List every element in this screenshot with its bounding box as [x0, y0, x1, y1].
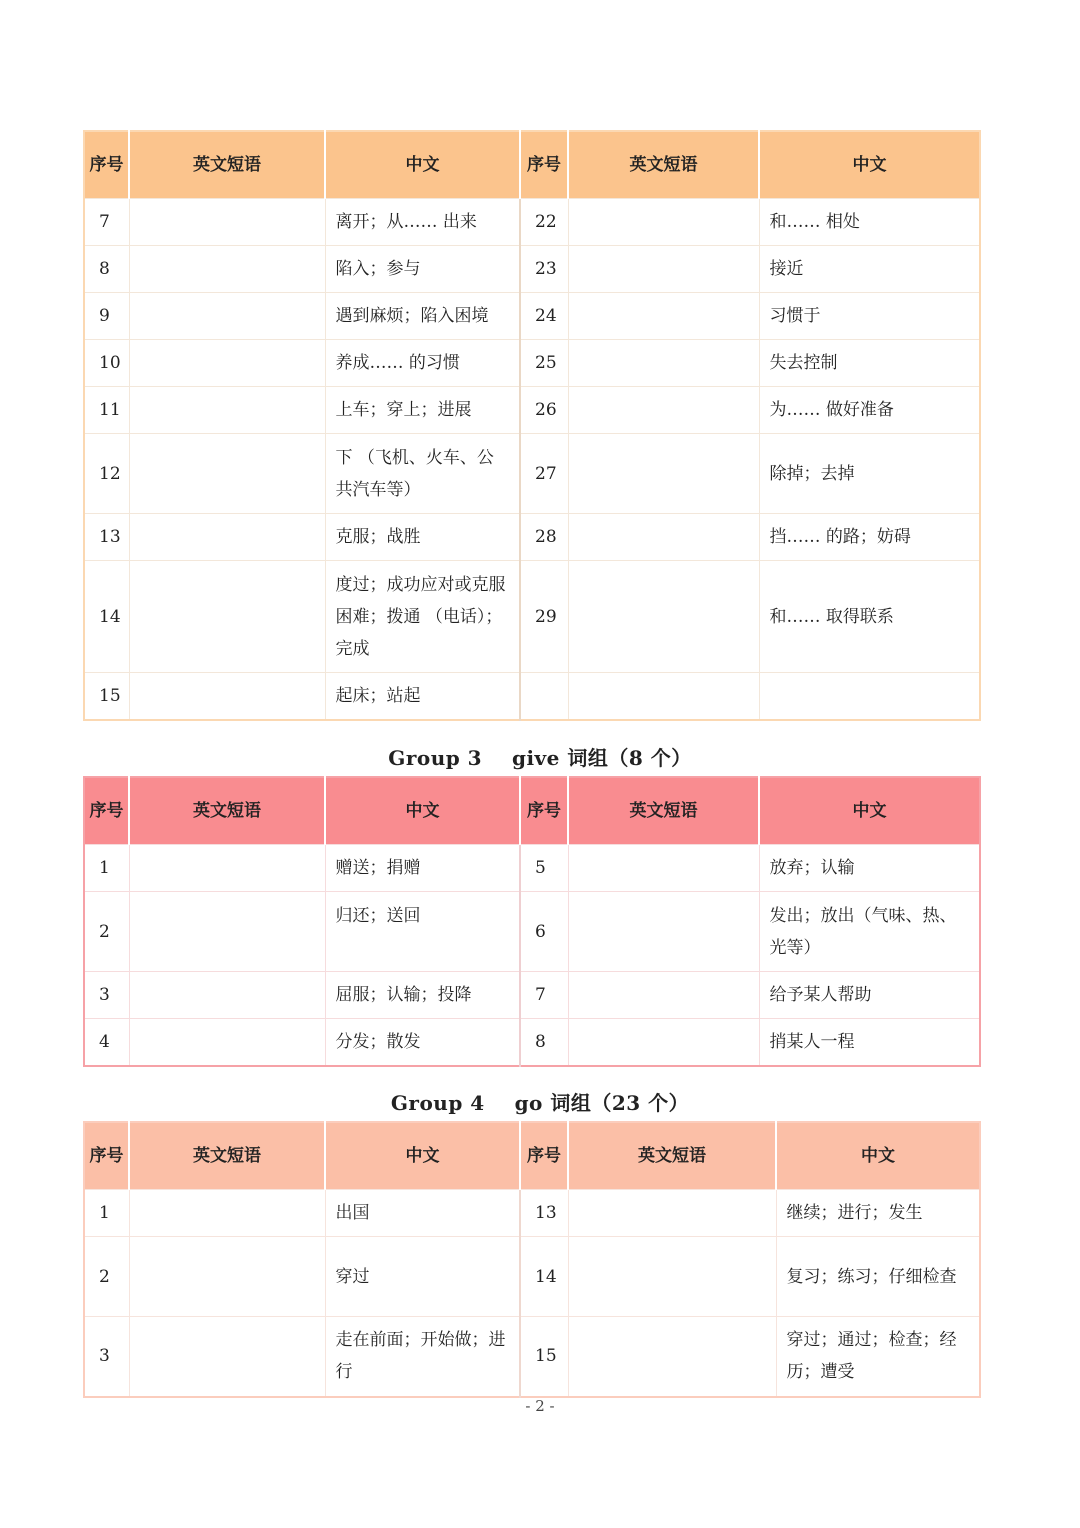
row-number: 7: [84, 199, 129, 246]
phrase-table-group-2: [83, 130, 981, 721]
english-phrase-cell[interactable]: [568, 673, 759, 720]
row-number: 8: [520, 1019, 568, 1066]
chinese-meaning: 遇到麻烦；陷入困境: [325, 293, 520, 340]
chinese-meaning: 分发；散发: [325, 1019, 520, 1066]
chinese-meaning: 屈服；认输；投降: [325, 972, 520, 1019]
chinese-meaning: 放弃；认输: [759, 845, 980, 892]
chinese-meaning: 起床；站起: [325, 673, 520, 720]
english-phrase-cell[interactable]: [129, 246, 325, 293]
chinese-meaning: 穿过: [325, 1237, 520, 1317]
table-row: [84, 845, 980, 892]
english-phrase-cell[interactable]: [568, 845, 759, 892]
row-number: 1: [84, 1190, 129, 1237]
chinese-meaning: 归还；送回: [325, 892, 520, 972]
english-phrase-cell[interactable]: [568, 387, 759, 434]
chinese-meaning: 走在前面；开始做；进行: [325, 1317, 520, 1397]
chinese-meaning: [759, 673, 980, 720]
english-phrase-cell[interactable]: [129, 434, 325, 514]
table-row: [84, 1317, 980, 1397]
row-number: 3: [84, 972, 129, 1019]
group-3-heading: [0, 742, 1080, 771]
chinese-meaning: 继续；进行；发生: [776, 1190, 980, 1237]
phrase-table-group-4: [83, 1121, 981, 1398]
row-number: 29: [520, 561, 568, 673]
english-phrase-cell[interactable]: [568, 1190, 776, 1237]
chinese-meaning: 捎某人一程: [759, 1019, 980, 1066]
english-phrase-cell[interactable]: [129, 972, 325, 1019]
row-number: 26: [520, 387, 568, 434]
chinese-meaning: 赠送；捐赠: [325, 845, 520, 892]
table-row: [84, 673, 980, 720]
chinese-meaning: 除掉；去掉: [759, 434, 980, 514]
header-english: 英文短语: [568, 777, 759, 845]
header-chinese: 中文: [325, 777, 520, 845]
header-seq: 序号: [84, 1122, 129, 1190]
page-number: - 2 -: [525, 1397, 555, 1415]
row-number: 10: [84, 340, 129, 387]
chinese-meaning: 接近: [759, 246, 980, 293]
header-english: 英文短语: [568, 1122, 776, 1190]
header-english: 英文短语: [129, 777, 325, 845]
english-phrase-cell[interactable]: [568, 434, 759, 514]
chinese-meaning: 陷入；参与: [325, 246, 520, 293]
row-number: 1: [84, 845, 129, 892]
chinese-meaning: 为…… 做好准备: [759, 387, 980, 434]
phrase-table-group-3: [83, 776, 981, 1067]
group-keyword: go: [514, 1091, 543, 1115]
row-number: 14: [520, 1237, 568, 1317]
chinese-meaning: 度过；成功应对或克服困难；拨通 （电话）；完成: [325, 561, 520, 673]
row-number: 25: [520, 340, 568, 387]
english-phrase-cell[interactable]: [129, 340, 325, 387]
english-phrase-cell[interactable]: [129, 199, 325, 246]
row-number: 8: [84, 246, 129, 293]
header-chinese: 中文: [759, 777, 980, 845]
chinese-meaning: 克服；战胜: [325, 514, 520, 561]
table-row: [84, 561, 980, 673]
group-4-heading: [0, 1087, 1080, 1116]
english-phrase-cell[interactable]: [568, 1019, 759, 1066]
group-keyword: give: [511, 746, 560, 770]
chinese-meaning: 复习；练习；仔细检查: [776, 1237, 980, 1317]
group-label: Group 4: [390, 1091, 485, 1115]
row-number: 5: [520, 845, 568, 892]
row-number: 13: [84, 514, 129, 561]
english-phrase-cell[interactable]: [568, 514, 759, 561]
row-number: 9: [84, 293, 129, 340]
english-phrase-cell[interactable]: [568, 892, 759, 972]
chinese-meaning: 出国: [325, 1190, 520, 1237]
row-number: 4: [84, 1019, 129, 1066]
table-row: [84, 892, 980, 972]
english-phrase-cell[interactable]: [568, 293, 759, 340]
chinese-meaning: 上车；穿上；进展: [325, 387, 520, 434]
table-row: [84, 972, 980, 1019]
group-count: 词组（8 个）: [567, 746, 692, 770]
english-phrase-cell[interactable]: [129, 514, 325, 561]
header-chinese: 中文: [325, 131, 520, 199]
header-english: 英文短语: [568, 131, 759, 199]
table-header-row: [84, 1122, 980, 1190]
row-number: 15: [84, 673, 129, 720]
header-seq: 序号: [84, 777, 129, 845]
header-seq: 序号: [84, 131, 129, 199]
chinese-meaning: 和…… 相处: [759, 199, 980, 246]
table-row: [84, 1190, 980, 1237]
table-row: [84, 199, 980, 246]
english-phrase-cell[interactable]: [568, 199, 759, 246]
english-phrase-cell[interactable]: [129, 387, 325, 434]
header-chinese: 中文: [776, 1122, 980, 1190]
english-phrase-cell[interactable]: [568, 246, 759, 293]
english-phrase-cell[interactable]: [129, 561, 325, 673]
chinese-meaning: 习惯于: [759, 293, 980, 340]
row-number: 7: [520, 972, 568, 1019]
table-row: [84, 387, 980, 434]
chinese-meaning: 离开；从…… 出来: [325, 199, 520, 246]
english-phrase-cell[interactable]: [129, 293, 325, 340]
row-number: 27: [520, 434, 568, 514]
table-row: [84, 434, 980, 514]
row-number: 22: [520, 199, 568, 246]
chinese-meaning: 养成…… 的习惯: [325, 340, 520, 387]
english-phrase-cell[interactable]: [129, 1190, 325, 1237]
table-row: [84, 246, 980, 293]
row-number: 3: [84, 1317, 129, 1397]
row-number: 15: [520, 1317, 568, 1397]
row-number: 12: [84, 434, 129, 514]
table-row: [84, 340, 980, 387]
header-english: 英文短语: [129, 1122, 325, 1190]
english-phrase-cell[interactable]: [568, 561, 759, 673]
english-phrase-cell[interactable]: [568, 1317, 776, 1397]
chinese-meaning: 给予某人帮助: [759, 972, 980, 1019]
header-chinese: 中文: [759, 131, 980, 199]
group-label: Group 3: [388, 746, 483, 770]
chinese-meaning: 穿过；通过；检查；经历；遭受: [776, 1317, 980, 1397]
english-phrase-cell[interactable]: [129, 845, 325, 892]
row-number: 2: [84, 1237, 129, 1317]
header-seq: 序号: [520, 777, 568, 845]
english-phrase-cell[interactable]: [129, 1019, 325, 1066]
english-phrase-cell[interactable]: [568, 972, 759, 1019]
english-phrase-cell[interactable]: [129, 892, 325, 972]
row-number: 14: [84, 561, 129, 673]
row-number: [520, 673, 568, 720]
row-number: 24: [520, 293, 568, 340]
row-number: 2: [84, 892, 129, 972]
english-phrase-cell[interactable]: [568, 1237, 776, 1317]
header-english: 英文短语: [129, 131, 325, 199]
english-phrase-cell[interactable]: [568, 340, 759, 387]
chinese-meaning: 下 （飞机、火车、公共汽车等）: [325, 434, 520, 514]
table-row: [84, 1237, 980, 1317]
english-phrase-cell[interactable]: [129, 1237, 325, 1317]
chinese-meaning: 失去控制: [759, 340, 980, 387]
header-seq: 序号: [520, 131, 568, 199]
header-seq: 序号: [520, 1122, 568, 1190]
chinese-meaning: 和…… 取得联系: [759, 561, 980, 673]
header-chinese: 中文: [325, 1122, 520, 1190]
row-number: 13: [520, 1190, 568, 1237]
table-header-row: [84, 777, 980, 845]
row-number: 23: [520, 246, 568, 293]
row-number: 28: [520, 514, 568, 561]
table-row: [84, 514, 980, 561]
group-count: 词组（23 个）: [550, 1091, 690, 1115]
row-number: 11: [84, 387, 129, 434]
chinese-meaning: 挡…… 的路；妨碍: [759, 514, 980, 561]
table-row: [84, 1019, 980, 1066]
row-number: 6: [520, 892, 568, 972]
table-header-row: [84, 131, 980, 199]
table-row: [84, 293, 980, 340]
english-phrase-cell[interactable]: [129, 1317, 325, 1397]
chinese-meaning: 发出；放出（气味、热、光等）: [759, 892, 980, 972]
english-phrase-cell[interactable]: [129, 673, 325, 720]
